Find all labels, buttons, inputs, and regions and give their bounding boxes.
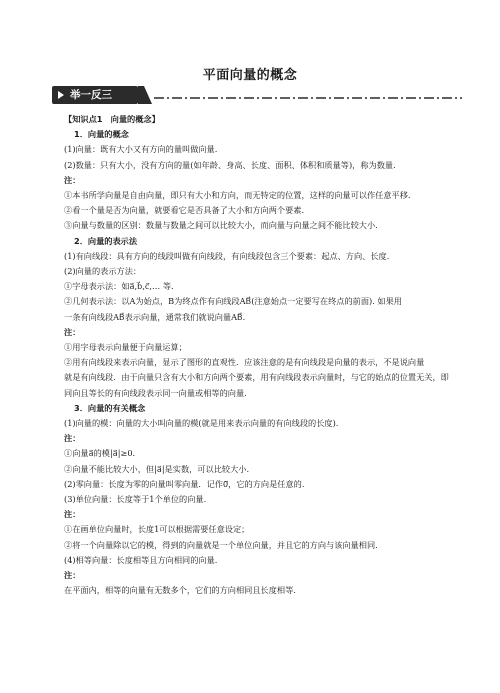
play-arrow-icon xyxy=(58,91,64,99)
text-line: 在平面内，相等的向量有无数多个，它们的方向相同且长度相等. xyxy=(64,585,296,596)
text-line: ②向量不能比较大小，但|a⃗|是实数，可以比较大小. xyxy=(64,463,250,474)
text-line: ②看一个量是否为向量，就要看它是否具备了大小和方向两个要素. xyxy=(64,205,305,216)
text-line: (1)向量：既有大小又有方向的量叫做向量. xyxy=(64,144,218,155)
note-label: 注： xyxy=(64,433,81,444)
section-banner xyxy=(52,86,462,106)
text-line: 一条有向线段AB⃗表示向量，通常我们就说向量AB⃗. xyxy=(64,311,246,322)
banner-badge xyxy=(52,86,138,104)
text-line: 同向且等长的有向线段表示同一向量或相等的向量. xyxy=(64,387,247,398)
text-line: ②将一个向量除以它的模，得到的向量就是一个单位向量，并且它的方向与该向量相同. xyxy=(64,539,378,550)
text-line: ①在画单位向量时，长度1可以根据需要任意设定； xyxy=(64,524,250,535)
page-title: 平面向量的概念 xyxy=(202,68,298,83)
document-body xyxy=(64,112,449,599)
text-line: (4)相等向量：长度相等且方向相同的向量. xyxy=(64,554,218,565)
note-label: 注： xyxy=(64,509,81,520)
text-line: ③向量与数量的区别：数量与数量之间可以比较大小，而向量与向量之间不能比较大小. xyxy=(64,220,378,231)
note-label: 注： xyxy=(64,174,81,185)
text-line: 就是有向线段．由于向量只含有大小和方向两个要素，用有向线段表示向量时，与它的始点的位置无关，即 xyxy=(64,372,449,383)
note-label: 注： xyxy=(64,326,81,337)
text-line: ②用有向线段来表示向量，显示了图形的直观性．应该注意的是有向线段是向量的表示，不是说向量 xyxy=(64,357,425,368)
dash-dot-divider xyxy=(154,97,462,99)
text-line: ②几何表示法：以A为始点，B为终点作有向线段AB⃗(注意始点一定要写在终点的前面). 如果用 xyxy=(64,296,402,307)
text-line: (2)零向量：长度为零的向量叫零向量．记作0⃗，它的方向是任意的. xyxy=(64,478,305,489)
text-line: (2)向量的表示方法： xyxy=(64,266,142,277)
text-line: ①本书所学向量是自由向量，即只有大小和方向，而无特定的位置，这样的向量可以作任意平移. xyxy=(64,190,411,201)
section-heading: 1．向量的概念 xyxy=(74,129,129,140)
text-line: (2)数量：只有大小，没有方向的量(如年龄、身高、长度、面积、体积和质量等)，称为数量. xyxy=(64,159,396,170)
text-line: (1)向量的模：向量的大小叫向量的模(就是用来表示向量的有向线段的长度). xyxy=(64,418,339,429)
banner-slant-decoration xyxy=(138,86,152,104)
text-line: ①字母表示法：如a⃗,b⃗,c⃗,… 等. xyxy=(64,281,174,292)
banner-label: 举一反三 xyxy=(70,89,112,101)
text-line: ①向量a⃗的模|a⃗|≥0. xyxy=(64,448,136,459)
section-heading: 3．向量的有关概念 xyxy=(74,402,146,413)
text-line: (1)有向线段：具有方向的线段叫做有向线段，有向线段包含三个要素：起点、方向、长度. xyxy=(64,250,390,261)
note-label: 注： xyxy=(64,570,81,581)
section-heading: 2．向量的表示法 xyxy=(74,235,138,246)
text-line: ①用字母表示向量便于向量运算； xyxy=(64,342,187,353)
text-line: (3)单位向量：长度等于1个单位的向量. xyxy=(64,494,207,505)
section-heading: 【知识点1 向量的概念】 xyxy=(64,114,160,124)
